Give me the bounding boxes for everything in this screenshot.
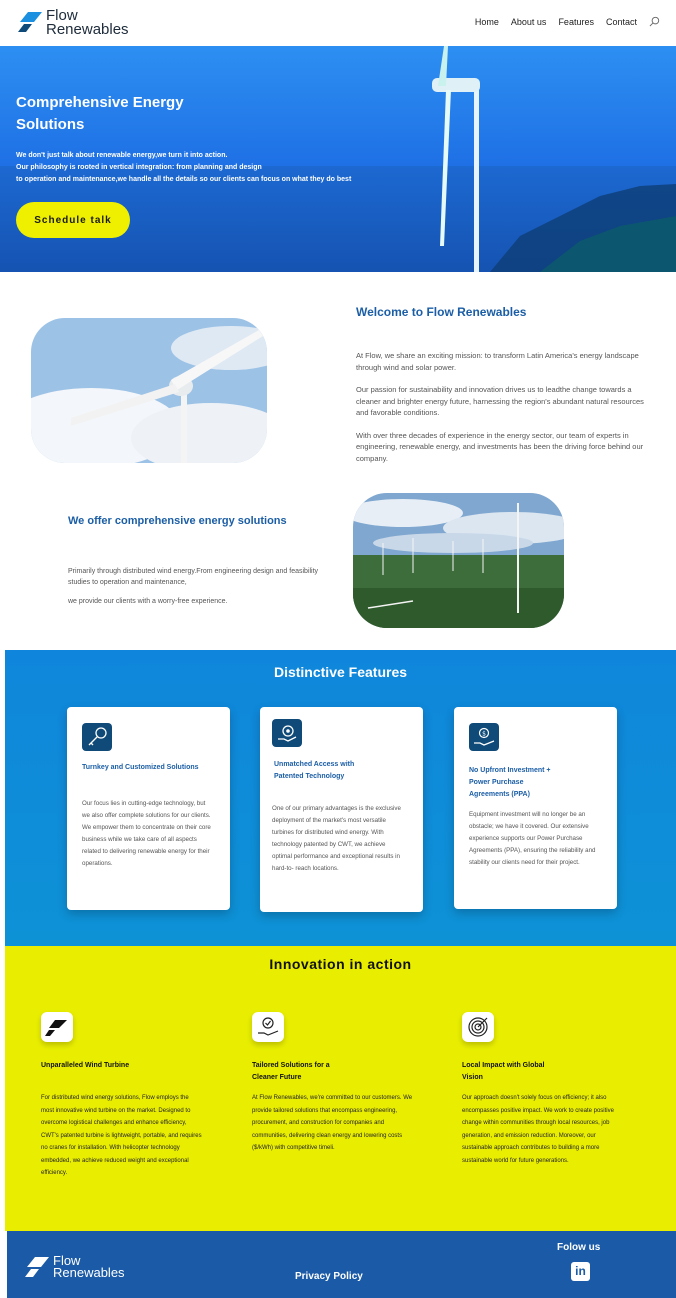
feature-name: Turnkey and Customized Solutions [82, 764, 199, 771]
site-footer [7, 1231, 676, 1298]
footer-logo-line1: Flow [53, 1253, 81, 1268]
site-header [0, 0, 676, 46]
check-hand-icon [252, 1012, 284, 1042]
welcome-paragraph: With over three decades of experience in the energy sector, our team of experts in engineering, renewable energy, and investments has been the driving force behind our company. [356, 430, 644, 463]
nav-features[interactable]: Features [558, 16, 594, 27]
feature-name: No Upfront Investment + Power Purchase Agreements (PPA) [469, 767, 551, 798]
hero-title: Comprehensive Energy Solutions [16, 94, 184, 133]
money-hand-icon [469, 723, 499, 751]
distinctive-features-section [5, 650, 676, 946]
innovation-description: Our approach doesn't solely focus on efficiency; it also encompasses positive impact. We work to create positive change within communities through local resources, job generation, and emission reduction. Moreover, our sustainable approach contributes to building a more sustainable world for future generations. [462, 1095, 614, 1164]
logo-text [46, 7, 129, 38]
feature-card-ppa [454, 707, 617, 909]
feature-name: Unmatched Access with Patented Technology [274, 761, 355, 780]
offer-title: We offer comprehensive energy solutions [68, 515, 287, 527]
wind-turbine-closeup-image [31, 318, 267, 463]
innovation-title: Innovation in action [269, 956, 412, 972]
innovation-name: Tailored Solutions for a Cleaner Future [252, 1062, 330, 1081]
footer-logo[interactable] [25, 1253, 145, 1283]
hero-description [16, 150, 436, 186]
svg-text:$: $ [482, 730, 486, 738]
feature-description: One of our primary advantages is the exclusive deployment of the market's most versatile turbines for distributed wind energy. With technology patented by CWT, we achieve optimal performance and exceptional results in hard-to- reach locations. [272, 805, 401, 872]
feature-card-patented [260, 707, 423, 912]
offer-body [68, 566, 338, 615]
offer-paragraph: Primarily through distributed wind energy.From engineering design and feasibility studies to operation and maintenance, [68, 568, 319, 586]
innovation-name: Local Impact with Global Vision [462, 1062, 545, 1081]
search-icon[interactable] [649, 16, 660, 27]
linkedin-glyph: in [575, 1264, 586, 1278]
welcome-title: Welcome to Flow Renewables [356, 305, 527, 319]
features-title: Distinctive Features [273, 664, 408, 680]
gear-hand-icon [272, 719, 302, 747]
nav-contact[interactable]: Contact [605, 16, 637, 27]
welcome-body [356, 350, 651, 475]
hero-line-2: Our philosophy is rooted in vertical integration: from planning and design [16, 164, 262, 171]
hero-section [0, 46, 676, 272]
feature-card-turnkey [67, 707, 230, 910]
logo-mark-icon [18, 10, 44, 34]
wind-farm-image [353, 493, 564, 628]
key-icon [82, 723, 112, 751]
schedule-talk-button[interactable]: Schedule talk [16, 202, 130, 238]
privacy-policy-link[interactable]: Privacy Policy [295, 1271, 363, 1282]
feature-description: Equipment investment will no longer be an obstacle; we have it covered. Our extensive experience supports our Power Purchase Agreements (PPA), ensuring the reliability and stability our clients need for their project. [469, 811, 596, 866]
innovation-description: For distributed wind energy solutions, Flow employs the most innovative wind turbine on the market. Designed to overcome logistical challenges and enhance efficiency, CWT's patented turbine is lightweight, portable, and requires no cranes for installation. With helicopter technology embedded, we achieve reduced weight and exceptional efficiency. [41, 1095, 202, 1176]
innovation-description: At Flow Renewables, we're committed to our customers. We provide tailored solutions that encompass engineering, procurement, and construction for companies and communities, delivering clean energy and lowering costs ($/kWh) with competitive timeli. [252, 1095, 413, 1151]
hero-line-1: We don't just talk about renewable energy,we turn it into action. [16, 152, 228, 159]
footer-logo-text [53, 1255, 125, 1278]
logo-mark-icon [25, 1255, 51, 1279]
footer-logo-line2: Renewables [53, 1265, 125, 1280]
turbine-blade-icon [41, 1012, 73, 1042]
linkedin-icon[interactable] [571, 1262, 590, 1281]
nav-about[interactable]: About us [510, 16, 547, 27]
welcome-paragraph: At Flow, we share an exciting mission: to transform Latin America's energy landscape through wind and solar power. [356, 351, 639, 372]
target-icon [462, 1012, 494, 1042]
logo-line2: Renewables [46, 21, 129, 38]
feature-description: Our focus lies in cutting-edge technology, but we also offer complete solutions for our clients. We empower them to concentrate on their core business while we take care of all aspects related to delivering renewable energy for their operations. [82, 800, 211, 867]
innovation-section [5, 946, 676, 1231]
innovation-name: Unparalleled Wind Turbine [41, 1062, 130, 1069]
main-nav [475, 16, 660, 27]
nav-home[interactable]: Home [474, 16, 499, 27]
welcome-paragraph: Our passion for sustainability and innovation drives us to leadthe change towards a cleaner and brighter energy future, harnessing the region's abundant natural resources and favorable conditions. [356, 385, 644, 417]
follow-us-label: Folow us [557, 1242, 601, 1253]
hero-line-3: to operation and maintenance,we handle all the details so our clients can focus on what they do best [16, 176, 352, 183]
offer-paragraph: we provide our clients with a worry-free experience. [68, 598, 228, 605]
logo-line1: Flow [46, 7, 78, 24]
brand-logo[interactable] [18, 8, 138, 38]
